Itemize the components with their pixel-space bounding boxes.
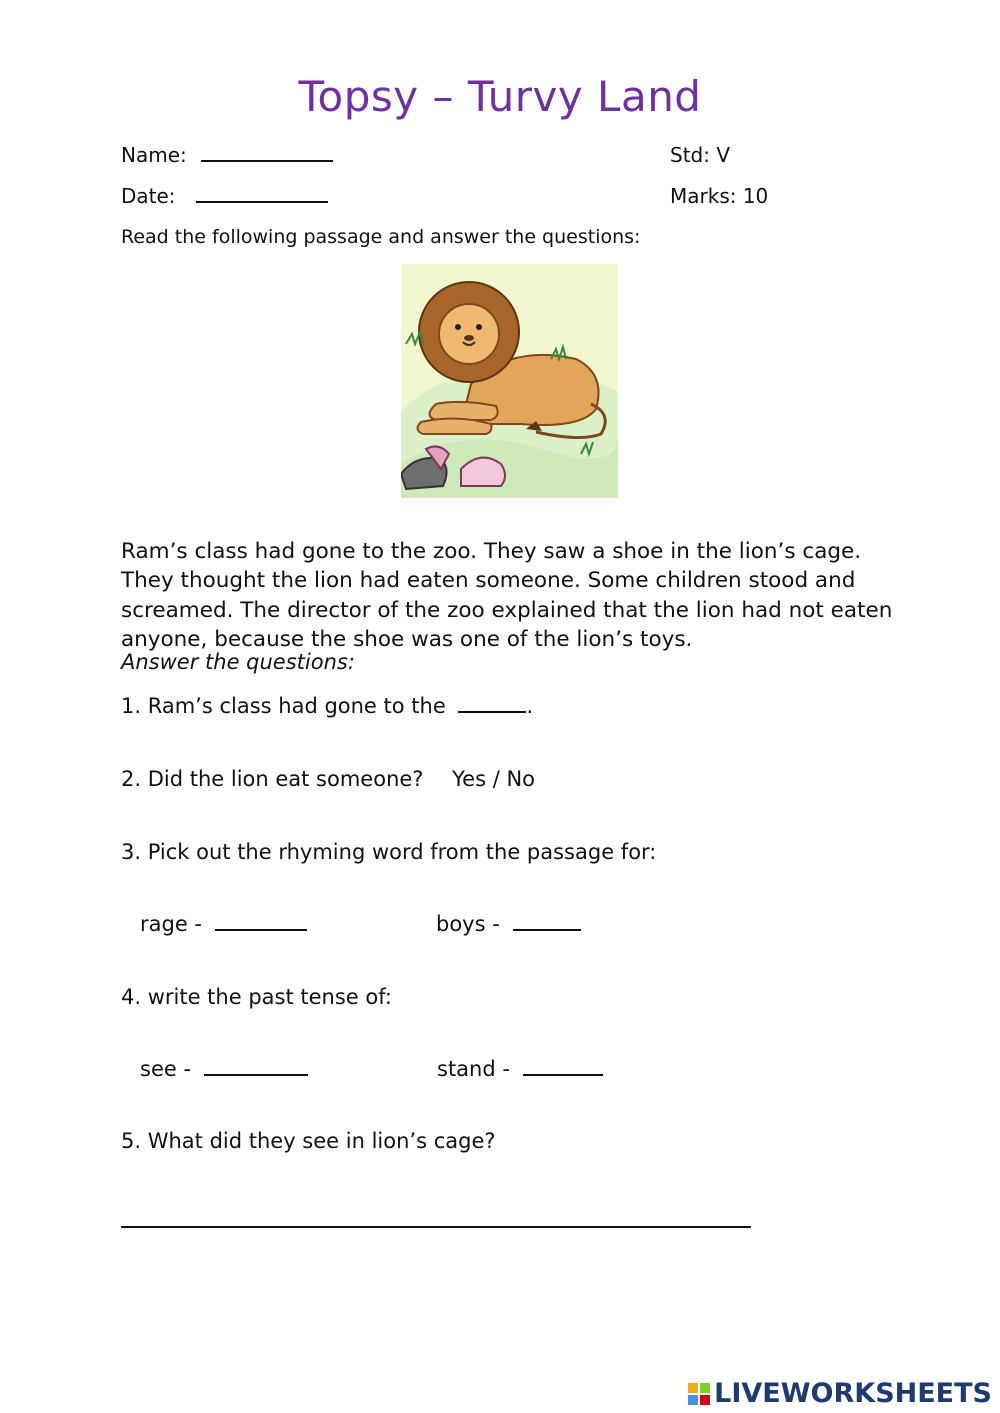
question-3a-answer-blank[interactable]	[215, 929, 307, 931]
page-title: Topsy – Turvy Land	[298, 72, 702, 121]
date-field-row	[121, 184, 328, 208]
question-4a	[140, 1057, 308, 1081]
date-input-line[interactable]	[196, 201, 328, 203]
question-4b-answer-blank[interactable]	[523, 1074, 603, 1076]
question-1-answer-blank[interactable]	[458, 711, 526, 713]
instruction-text: Read the following passage and answer the questions:	[121, 226, 641, 248]
question-2-options[interactable]: Yes / No	[452, 767, 536, 791]
reading-passage: Ram’s class had gone to the zoo. They saw a shoe in the lion’s cage. They thought the lion had eaten someone. Some children stood and screamed. The director of the zoo explained that the lion had not eaten anyone, because the shoe was one of the lion’s toys.	[121, 538, 893, 652]
question-3b-answer-blank[interactable]	[513, 929, 581, 931]
question-2	[121, 767, 535, 791]
name-field-row	[121, 143, 333, 167]
question-5-answer-line[interactable]	[121, 1226, 751, 1228]
question-1	[121, 694, 533, 718]
question-4a-answer-blank[interactable]	[204, 1074, 308, 1076]
lion-with-shoes-illustration	[401, 264, 618, 498]
question-4a-label: see -	[140, 1057, 192, 1081]
liveworksheets-logo-icon	[688, 1383, 710, 1405]
date-label: Date:	[121, 184, 176, 208]
question-4b	[437, 1057, 603, 1081]
answer-heading: Answer the questions:	[121, 650, 355, 674]
liveworksheets-brand-text: LIVEWORKSHEETS	[714, 1378, 992, 1409]
std-label: Std: V	[670, 143, 731, 167]
question-5: 5. What did they see in lion’s cage?	[121, 1129, 496, 1153]
question-4: 4. write the past tense of:	[121, 985, 392, 1009]
name-input-line[interactable]	[201, 160, 333, 162]
question-2-text: 2. Did the lion eat someone?	[121, 767, 424, 791]
question-1-period: .	[526, 694, 534, 718]
question-3a-label: rage -	[140, 912, 203, 936]
marks-label: Marks: 10	[670, 184, 769, 208]
question-1-text: 1. Ram’s class had gone to the	[121, 694, 446, 718]
question-3: 3. Pick out the rhyming word from the passage for:	[121, 840, 657, 864]
question-3b	[436, 912, 581, 936]
question-3b-label: boys -	[436, 912, 500, 936]
name-label: Name:	[121, 143, 187, 167]
liveworksheets-logo	[688, 1378, 992, 1409]
question-3a	[140, 912, 307, 936]
question-4b-label: stand -	[437, 1057, 510, 1081]
